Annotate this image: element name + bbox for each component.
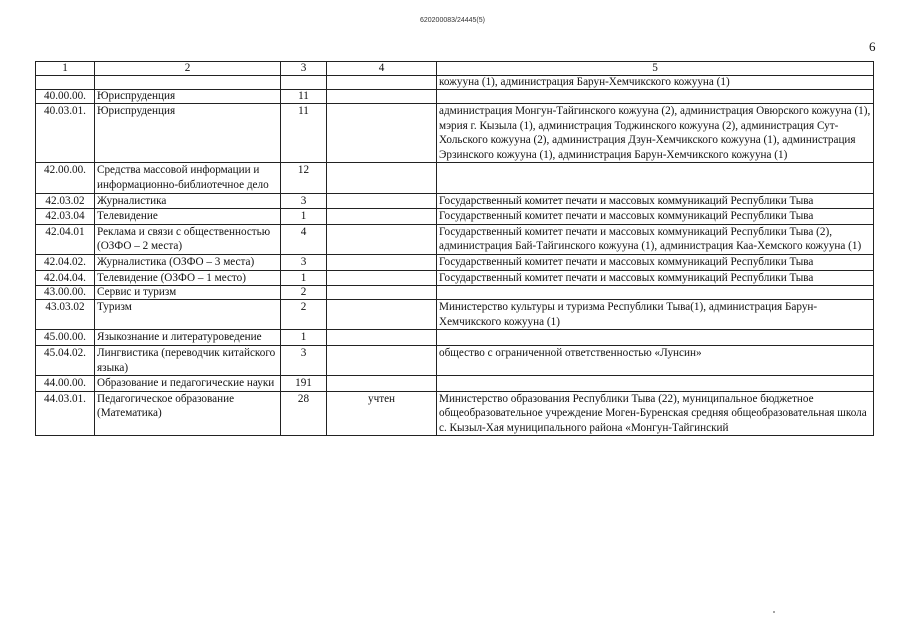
table-row bbox=[36, 270, 874, 286]
specialty-name: Реклама и связи с общественностью (ОЗФО – 2 места) bbox=[95, 224, 281, 254]
document-id: 620200083/24445(5) bbox=[419, 17, 485, 24]
specialty-code bbox=[36, 76, 95, 90]
quota-count: 191 bbox=[281, 376, 327, 392]
table-row bbox=[36, 76, 874, 90]
specialty-code: 40.03.01. bbox=[36, 104, 95, 163]
specialty-code: 43.00.00. bbox=[36, 286, 95, 300]
table-row bbox=[36, 330, 874, 346]
quota-count: 3 bbox=[281, 345, 327, 375]
status-note bbox=[327, 376, 437, 392]
specialty-name: Лингвистика (переводчик китайского языка) bbox=[95, 345, 281, 375]
quota-count: 1 bbox=[281, 330, 327, 346]
column-header: 2 bbox=[95, 62, 281, 76]
specialty-name: Средства массовой информации и информационно-библиотечное дело bbox=[95, 163, 281, 193]
table-row bbox=[36, 104, 874, 163]
quota-count: 2 bbox=[281, 300, 327, 330]
quota-count: 1 bbox=[281, 270, 327, 286]
table-row bbox=[36, 376, 874, 392]
status-note bbox=[327, 76, 437, 90]
status-note bbox=[327, 286, 437, 300]
quota-count: 2 bbox=[281, 286, 327, 300]
specialty-name: Педагогическое образование (Математика) bbox=[95, 391, 281, 436]
specialty-code: 45.04.02. bbox=[36, 345, 95, 375]
specialty-name: Юриспруденция bbox=[95, 104, 281, 163]
specialty-name: Телевидение bbox=[95, 209, 281, 225]
organizations bbox=[437, 286, 874, 300]
specialty-code: 42.04.04. bbox=[36, 270, 95, 286]
quota-count: 4 bbox=[281, 224, 327, 254]
table-row bbox=[36, 209, 874, 225]
status-note bbox=[327, 104, 437, 163]
specialty-name: Журналистика (ОЗФО – 3 места) bbox=[95, 254, 281, 270]
column-header: 3 bbox=[281, 62, 327, 76]
specialty-code: 42.04.02. bbox=[36, 254, 95, 270]
table-row bbox=[36, 300, 874, 330]
organizations: Государственный комитет печати и массовых коммуникаций Республики Тыва bbox=[437, 193, 874, 209]
specialty-code: 44.00.00. bbox=[36, 376, 95, 392]
organizations: администрация Монгун-Тайгинского кожууна (2), администрация Овюрского кожууна (1), мэрия г. Кызыла (1), администрация Тоджинского кожууна (2), администрация Сут-Хольского кожууна (2), администрация Дзун-Хемчикского кожууна (1), администрация Эрзинского кожууна (1), администрация Барун-Хемчикского кожууна (1) bbox=[437, 104, 874, 163]
table-header-row bbox=[36, 62, 874, 76]
quota-count: 12 bbox=[281, 163, 327, 193]
status-note bbox=[327, 209, 437, 225]
organizations bbox=[437, 90, 874, 104]
table-row bbox=[36, 193, 874, 209]
quota-count: 11 bbox=[281, 104, 327, 163]
specialty-name: Туризм bbox=[95, 300, 281, 330]
specialty-code: 44.03.01. bbox=[36, 391, 95, 436]
specialty-code: 45.00.00. bbox=[36, 330, 95, 346]
quota-count: 28 bbox=[281, 391, 327, 436]
organizations bbox=[437, 330, 874, 346]
quota-count: 1 bbox=[281, 209, 327, 225]
specialty-name: Образование и педагогические науки bbox=[95, 376, 281, 392]
organizations bbox=[437, 163, 874, 193]
quota-table bbox=[35, 61, 874, 436]
specialty-code: 42.03.02 bbox=[36, 193, 95, 209]
specialty-code: 42.00.00. bbox=[36, 163, 95, 193]
specialty-code: 40.00.00. bbox=[36, 90, 95, 104]
column-header: 5 bbox=[437, 62, 874, 76]
table-row bbox=[36, 286, 874, 300]
organizations: Министерство культуры и туризма Республики Тыва(1), администрация Барун-Хемчикского кожууна (1) bbox=[437, 300, 874, 330]
organizations: Министерство образования Республики Тыва (22), муниципальное бюджетное общеобразовательное учреждение Моген-Буренская средняя общеобразовательная школа с. Кызыл-Хая муниципального района «Монгун-Тайгинский bbox=[437, 391, 874, 436]
quota-count: 3 bbox=[281, 193, 327, 209]
table-row bbox=[36, 345, 874, 375]
column-header: 4 bbox=[327, 62, 437, 76]
column-header: 1 bbox=[36, 62, 95, 76]
organizations bbox=[437, 376, 874, 392]
specialty-name: Телевидение (ОЗФО – 1 место) bbox=[95, 270, 281, 286]
organizations: кожууна (1), администрация Барун-Хемчикского кожууна (1) bbox=[437, 76, 874, 90]
status-note bbox=[327, 254, 437, 270]
scan-speck bbox=[773, 611, 775, 613]
specialty-name: Сервис и туризм bbox=[95, 286, 281, 300]
specialty-code: 43.03.02 bbox=[36, 300, 95, 330]
table-row bbox=[36, 391, 874, 436]
table-row bbox=[36, 224, 874, 254]
table-row bbox=[36, 254, 874, 270]
status-note bbox=[327, 224, 437, 254]
table-row bbox=[36, 163, 874, 193]
specialty-code: 42.03.04 bbox=[36, 209, 95, 225]
quota-count: 11 bbox=[281, 90, 327, 104]
status-note bbox=[327, 270, 437, 286]
organizations: Государственный комитет печати и массовых коммуникаций Республики Тыва bbox=[437, 270, 874, 286]
table-row bbox=[36, 90, 874, 104]
organizations: общество с ограниченной ответственностью «Лунсин» bbox=[437, 345, 874, 375]
status-note: учтен bbox=[327, 391, 437, 436]
quota-count: 3 bbox=[281, 254, 327, 270]
organizations: Государственный комитет печати и массовых коммуникаций Республики Тыва bbox=[437, 254, 874, 270]
status-note bbox=[327, 193, 437, 209]
organizations: Государственный комитет печати и массовых коммуникаций Республики Тыва bbox=[437, 209, 874, 225]
status-note bbox=[327, 163, 437, 193]
organizations: Государственный комитет печати и массовых коммуникаций Республики Тыва (2), администрация Бай-Тайгинского кожууна (1), администрация Каа-Хемского кожууна (1) bbox=[437, 224, 874, 254]
page-number: 6 bbox=[869, 39, 876, 54]
status-note bbox=[327, 90, 437, 104]
specialty-name bbox=[95, 76, 281, 90]
quota-count bbox=[281, 76, 327, 90]
specialty-name: Юриспруденция bbox=[95, 90, 281, 104]
status-note bbox=[327, 300, 437, 330]
specialty-name: Языкознание и литературоведение bbox=[95, 330, 281, 346]
status-note bbox=[327, 345, 437, 375]
specialty-code: 42.04.01 bbox=[36, 224, 95, 254]
status-note bbox=[327, 330, 437, 346]
specialty-name: Журналистика bbox=[95, 193, 281, 209]
